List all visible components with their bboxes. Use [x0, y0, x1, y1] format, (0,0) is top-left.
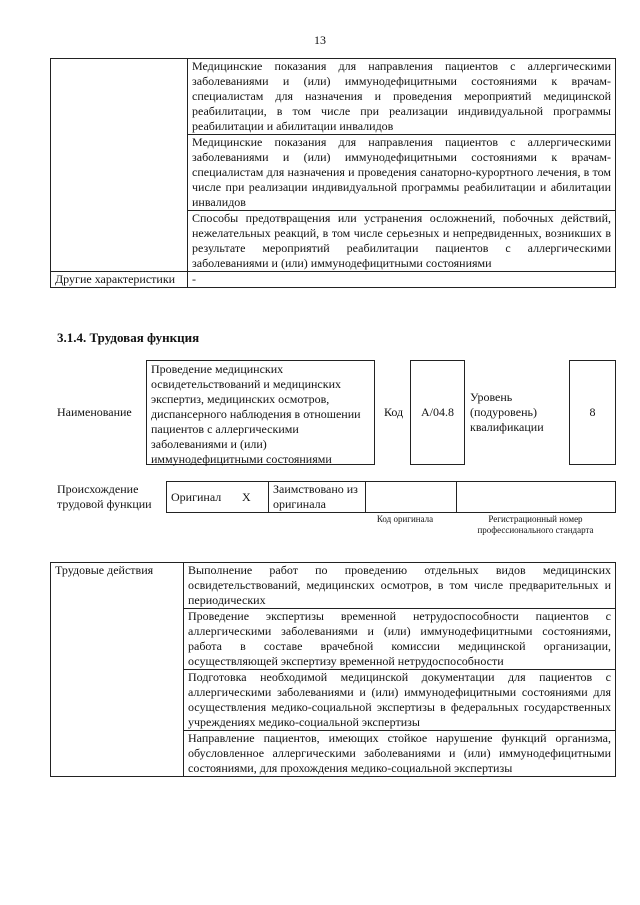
section-heading: 3.1.4. Трудовая функция [57, 330, 200, 345]
original-mark: X [238, 482, 269, 513]
empty-label-cell [51, 59, 188, 272]
code-caption: Код оригинала [376, 514, 434, 524]
table-cell-text: Способы предотвращения или устранения осложнений, побочных действий, нежелательных реакций, в том числе серьезных и непредвиденных, возникших в результате мероприятий реабилитации пациентов с аллергическими заболеваниями и (или) иммунодефицитными состояниями [188, 211, 616, 272]
level-label: Уровень (подуровень) квалификации [470, 390, 544, 434]
table-row [51, 272, 616, 288]
origin-table [166, 481, 616, 513]
labor-action-item: Подготовка необходимой медицинской документации для пациентов с аллергическими заболеваниями и (или) иммунодефицитными состояниями для осуществления медико-социальной экспертизы в федеральных государственных учреждениях медико-социальной экспертизы [184, 670, 616, 731]
knowledge-table [50, 58, 616, 288]
other-characteristics-value: - [188, 272, 616, 288]
original-code-cell [366, 482, 457, 513]
table-cell-text: Медицинские показания для направления пациентов с аллергическими заболеваниями и (или) иммунодефицитными состояниями к врачам-специалистам для назначения и проведения санаторно-курортного лечения, в том числе при реализации индивидуальной программы реабилитации и абилитации инвалидов [188, 135, 616, 211]
code-label: Код [384, 405, 404, 419]
table-cell-text: Медицинские показания для направления пациентов с аллергическими заболеваниями и (или) иммунодефицитными состояниями к врачам-специалистам для назначения и проведения мероприятий медицинской реабилитации, в том числе при реализации индивидуальной программы реабилитации и абилитации инвалидов [188, 59, 616, 135]
labor-actions-table [50, 562, 616, 777]
labor-action-item: Проведение экспертизы временной нетрудоспособности пациентов с аллергическими заболеваниями и (или) иммунодефицитными состояниями, работа в составе врачебной комиссии медицинской организации, осуществляющей экспертизу временной нетрудоспособности [184, 609, 616, 670]
code-box [410, 360, 465, 465]
level-value: 8 [589, 405, 596, 419]
level-box [569, 360, 616, 465]
function-name-box [146, 360, 375, 465]
original-label: Оригинал [167, 482, 239, 513]
reg-caption: Регистрационный номер профессионального стандарта [477, 514, 594, 535]
labor-action-item: Выполнение работ по проведению отдельных видов медицинских освидетельствований, медицинских осмотров, в том числе предварительных и периодических [184, 563, 616, 609]
name-label: Наименование [57, 405, 132, 419]
function-name-value: Проведение медицинских освидетельствований и медицинских экспертиз, медицинских осмотров, диспансерного наблюдения в отношении пациентов с аллергическими заболеваниями и (или) иммунодефицитными состояниями [151, 362, 361, 466]
borrowed-label: Заимствовано из оригинала [269, 482, 366, 513]
other-characteristics-label: Другие характеристики [51, 272, 188, 288]
code-value: A/04.8 [421, 405, 454, 419]
table-row [167, 482, 616, 513]
page-number: 13 [314, 33, 326, 47]
labor-action-item: Направление пациентов, имеющих стойкое нарушение функций организма, обусловленное аллергическими заболеваниями и (или) иммунодефицитными состояниями, для прохождения медико-социальной экспертизы [184, 731, 616, 777]
table-row [51, 59, 616, 135]
labor-actions-label: Трудовые действия [51, 563, 184, 777]
origin-label: Происхождение трудовой функции [57, 482, 152, 511]
reg-number-cell [457, 482, 616, 513]
table-row [51, 563, 616, 609]
